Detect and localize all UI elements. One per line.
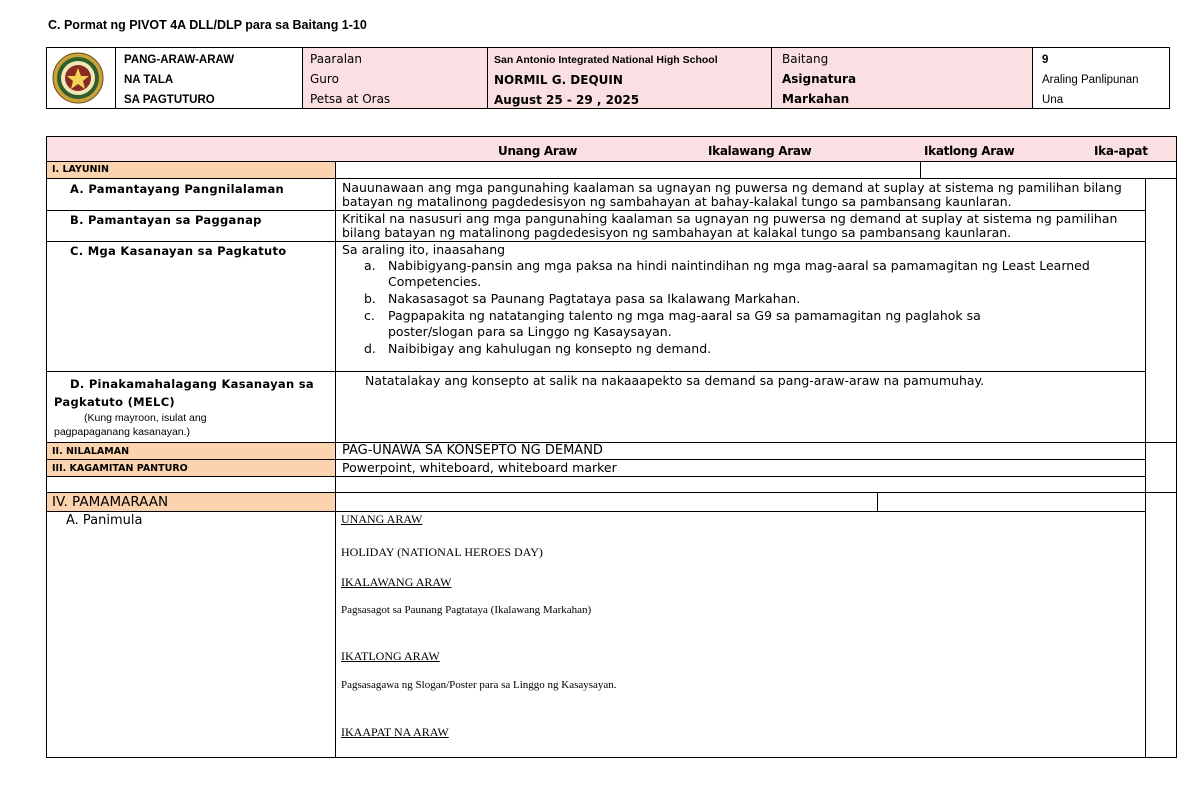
row-d-label bbox=[54, 375, 334, 439]
row-c-item-a bbox=[364, 258, 1132, 290]
row-d-note-2: pagpapaganang kasanayan.) bbox=[54, 426, 191, 438]
row-c-item-a-marker: a. bbox=[364, 258, 376, 273]
panimula-day1-heading: UNANG ARAW bbox=[341, 512, 423, 526]
section-layunin: I. LAYUNIN bbox=[52, 164, 109, 175]
form-title bbox=[124, 50, 234, 110]
section-nilalaman: II. NILALAMAN bbox=[52, 446, 130, 457]
header-values bbox=[494, 50, 718, 110]
label-paaralan: Paaralan bbox=[310, 52, 362, 66]
day-header-2: Ikalawang Araw bbox=[708, 144, 812, 158]
form-title-line-2: NA TALA bbox=[124, 74, 174, 86]
panimula-label: A. Panimula bbox=[66, 513, 143, 528]
header-labels bbox=[310, 49, 390, 109]
panimula-day2-text: Pagsasagot sa Paunang Pagtataya (Ikalawang Markahan) bbox=[341, 604, 592, 616]
section-kagamitan: III. KAGAMITAN PANTURO bbox=[52, 463, 188, 474]
day-header-1: Unang Araw bbox=[498, 144, 578, 158]
value-teacher: NORMIL G. DEQUIN bbox=[494, 73, 623, 87]
row-d-label-line-1: D. Pinakamahalagang Kasanayan sa bbox=[70, 377, 314, 391]
value-date: August 25 - 29 , 2025 bbox=[494, 93, 640, 107]
row-a-text: Nauunawaan ang mga pangunahing kaalaman sa ugnayan ng puwersa ng demand at suplay at sistema ng pamilihan bilang batayan ng matalinong pagdedesisyon ng sambahayan at bahay-kalakal tungo sa pambansang kaunlaran. bbox=[342, 180, 1122, 209]
panimula-day3-heading: IKATLONG ARAW bbox=[341, 649, 440, 663]
label-guro: Guro bbox=[310, 72, 339, 86]
panimula-day4-heading: IKAAPAT NA ARAW bbox=[341, 725, 449, 739]
day-header-4: Ika-apat bbox=[1094, 144, 1148, 158]
header-values-2 bbox=[1042, 50, 1139, 110]
row-c-item-b bbox=[364, 291, 1132, 307]
row-d-note-1: (Kung mayroon, isulat ang bbox=[84, 412, 207, 424]
row-c-item-c bbox=[364, 308, 1132, 340]
row-d-label-line-2: Pagkatuto (MELC) bbox=[54, 395, 175, 409]
row-c-item-c-marker: c. bbox=[364, 308, 375, 323]
row-c-item-a-text: Nabibigyang-pansin ang mga paksa na hindi naintindihan ng mga mag-aaral sa pamamagitan ng Least Learned Competencies. bbox=[388, 258, 1090, 289]
label-petsa: Petsa at Oras bbox=[310, 92, 391, 106]
header-labels-2 bbox=[782, 49, 856, 109]
row-c-item-d-marker: d. bbox=[364, 341, 376, 356]
kagamitan-text: Powerpoint, whiteboard, whiteboard marker bbox=[342, 460, 617, 475]
row-a-label: A. Pamantayang Pangnilalaman bbox=[70, 182, 285, 196]
row-b-label: B. Pamantayan sa Pagganap bbox=[70, 213, 262, 227]
nilalaman-text: PAG-UNAWA SA KONSEPTO NG DEMAND bbox=[342, 443, 603, 458]
row-d-text: Natatalakay ang konsepto at salik na nakaaapekto sa demand sa pang-araw-araw na pamumuhay. bbox=[365, 373, 985, 388]
row-c-item-b-marker: b. bbox=[364, 291, 376, 306]
row-c-list bbox=[364, 258, 1132, 357]
school-seal-logo bbox=[52, 52, 104, 104]
row-c-item-c-text: Pagpapakita ng natatanging talento ng mga mag-aaral sa G9 sa pamamagitan ng paglahok sa poster/slogan para sa Linggo ng Kasaysayan. bbox=[388, 308, 981, 339]
label-markahan: Markahan bbox=[782, 92, 850, 106]
row-c-item-d-text: Naibibigay ang kahulugan ng konsepto ng demand. bbox=[388, 341, 712, 356]
form-title-line-1: PANG-ARAW-ARAW bbox=[124, 54, 235, 66]
label-asignatura: Asignatura bbox=[782, 72, 857, 86]
value-markahan: Una bbox=[1042, 94, 1064, 106]
row-c-item-d bbox=[364, 341, 1132, 357]
panimula-day2-heading: IKALAWANG ARAW bbox=[341, 575, 452, 589]
section-pamamaraan: IV. PAMAMARAAN bbox=[52, 494, 169, 510]
document-title: C. Pormat ng PIVOT 4A DLL/DLP para sa Baitang 1-10 bbox=[48, 18, 367, 32]
row-c-intro: Sa araling ito, inaasahang bbox=[342, 242, 506, 257]
day-header-3: Ikatlong Araw bbox=[924, 144, 1015, 158]
panimula-day1-text: HOLIDAY (NATIONAL HEROES DAY) bbox=[341, 545, 543, 559]
label-baitang: Baitang bbox=[782, 52, 829, 66]
form-title-line-3: SA PAGTUTURO bbox=[124, 94, 215, 106]
row-c-content bbox=[342, 242, 1132, 357]
value-school: San Antonio Integrated National High School bbox=[494, 54, 718, 66]
value-baitang: 9 bbox=[1042, 54, 1049, 66]
panimula-day3-text: Pagsasagawa ng Slogan/Poster para sa Linggo ng Kasaysayan. bbox=[341, 679, 617, 691]
row-b-text: Kritikal na nasusuri ang mga pangunahing kaalaman sa ugnayan ng puwersa ng demand at suplay at sistema ng pamilihan bilang batayan ng matalinong pagdedesisyon ng sambahayan at kalakal tungo sa pambansang kaunlaran. bbox=[342, 211, 1118, 240]
row-c-label: C. Mga Kasanayan sa Pagkatuto bbox=[70, 244, 287, 258]
value-asignatura: Araling Panlipunan bbox=[1042, 74, 1139, 86]
row-c-item-b-text: Nakasasagot sa Paunang Pagtataya pasa sa Ikalawang Markahan. bbox=[388, 291, 801, 306]
